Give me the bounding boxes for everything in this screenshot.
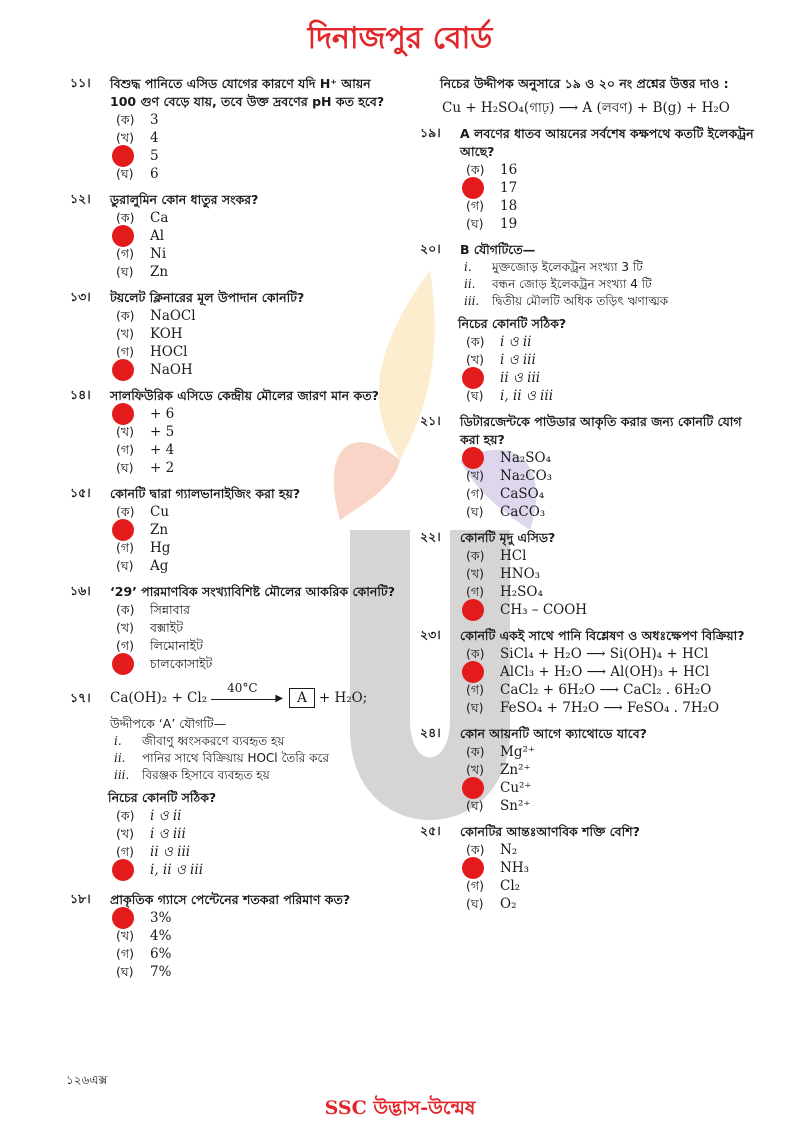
option[interactable] — [116, 807, 400, 825]
option[interactable] — [116, 245, 400, 263]
question-text: কোনটি মৃদু এসিড? — [460, 530, 556, 545]
option-label: (খ) — [466, 566, 484, 581]
option-text: 3% — [150, 910, 172, 926]
option-text: ii ও iii — [500, 370, 541, 386]
option[interactable] — [116, 325, 400, 343]
option-label: (ক) — [466, 548, 485, 563]
answer-mark-icon — [112, 225, 134, 247]
question-text: প্রাকৃতিক গ্যাসে পেন্টেনের শতকরা পরিমাণ কত? — [110, 892, 351, 907]
answer-mark-icon — [112, 859, 134, 881]
options — [116, 601, 400, 673]
equation-right: + H₂O; — [318, 690, 368, 706]
option-text: i, ii ও iii — [150, 862, 204, 878]
reaction-equation — [110, 681, 400, 709]
options — [116, 111, 400, 183]
option-label: (গ) — [116, 946, 134, 961]
option-label: (গ) — [466, 486, 484, 501]
options — [116, 405, 400, 477]
option-text: CH₃ – COOH — [500, 602, 588, 618]
answer-mark-icon — [462, 857, 484, 879]
option-text: AlCl₃ + H₂O ⟶ Al(OH)₃ + HCl — [500, 664, 710, 680]
option[interactable] — [466, 333, 760, 351]
page-number: ১২৬এক্স — [66, 1073, 108, 1087]
question-16 — [70, 583, 400, 673]
option-text: i ও iii — [150, 826, 186, 842]
option-text: NaOH — [150, 362, 193, 378]
option-text: HOCl — [150, 344, 188, 360]
option[interactable] — [466, 161, 760, 179]
question-number: ১৬। — [70, 583, 91, 598]
option-label: (ক) — [116, 112, 135, 127]
option-text: Cu²⁺ — [500, 780, 532, 796]
option-label: (ক) — [466, 162, 485, 177]
option-label: (ঘ) — [466, 388, 484, 403]
option[interactable] — [466, 699, 760, 717]
option-text: 3 — [150, 112, 159, 128]
option-text: Zn — [150, 264, 169, 280]
statement-label: i. — [114, 734, 122, 748]
option-label: (গ) — [466, 682, 484, 697]
question-number: ১৮। — [70, 891, 91, 906]
question-text: B যৌগটিতে— — [460, 242, 536, 257]
answer-mark-icon — [112, 145, 134, 167]
page-title: দিনাজপুর বোর্ড — [307, 21, 493, 56]
option-text: FeSO₄ + 7H₂O ⟶ FeSO₄ . 7H₂O — [500, 700, 720, 716]
option[interactable] — [466, 797, 760, 815]
footer-title: SSC উদ্ভাস-উন্মেষ — [324, 1097, 476, 1119]
statement-text: বন্ধন জোড় ইলেকট্রন সংখ্যা 4 টি — [492, 277, 652, 291]
option-label: (ঘ) — [466, 896, 484, 911]
option-text: 5 — [150, 148, 159, 164]
question-text: সালফিউরিক এসিডে কেন্দ্রীয় মৌলের জারণ মান কত? — [110, 388, 379, 403]
option-label: (ক) — [116, 808, 135, 823]
sub-question: নিচের কোনটি সঠিক? — [458, 316, 567, 331]
option-text: + 4 — [150, 442, 175, 458]
option-text: SiCl₄ + H₂O ⟶ Si(OH)₄ + HCl — [500, 646, 709, 662]
option-text: HCl — [500, 548, 527, 564]
statement-label: ii. — [464, 277, 476, 291]
options — [466, 645, 760, 717]
option-label: (ঘ) — [116, 166, 134, 181]
question-number: ২৫। — [420, 823, 441, 838]
option-label: (খ) — [116, 326, 134, 341]
answer-mark-icon — [112, 519, 134, 541]
option[interactable] — [116, 361, 400, 379]
question-23 — [420, 627, 760, 717]
question-19 — [420, 125, 760, 233]
option[interactable] — [466, 215, 760, 233]
option[interactable] — [466, 387, 760, 405]
option-label: (খ) — [466, 352, 484, 367]
option-label: (গ) — [466, 198, 484, 213]
question-13 — [70, 289, 400, 379]
option-text: Mg²⁺ — [500, 744, 536, 760]
option-label: (ক) — [466, 744, 485, 759]
sub-question: নিচের কোনটি সঠিক? — [108, 790, 217, 805]
options — [116, 807, 400, 879]
option[interactable] — [466, 197, 760, 215]
question-number: ২৪। — [420, 725, 441, 740]
question-number: ১৯। — [420, 125, 441, 140]
option-label: (খ) — [116, 928, 134, 943]
option-text: + 2 — [150, 460, 175, 476]
option-text: 16 — [500, 162, 518, 178]
statements — [114, 733, 400, 784]
option-text: HNO₃ — [500, 566, 541, 582]
answer-mark-icon — [462, 447, 484, 469]
option-text: NH₃ — [500, 860, 529, 876]
option-text: Hg — [150, 540, 171, 556]
statement — [464, 276, 760, 293]
reaction-condition: 40°C — [227, 681, 258, 695]
option[interactable] — [116, 861, 400, 879]
options — [466, 333, 760, 405]
option[interactable] — [116, 227, 400, 245]
equation-left: Ca(OH)₂ + Cl₂ — [110, 690, 208, 706]
option[interactable] — [466, 743, 760, 761]
arrow-head-icon: ▶ — [275, 693, 284, 704]
option[interactable] — [116, 307, 400, 325]
option-text: 17 — [500, 180, 518, 196]
option-text: Ca — [150, 210, 169, 226]
option-label: (ক) — [466, 842, 485, 857]
stimulus-equation: Cu + H₂SO₄(গাঢ়) ⟶ A (লবণ) + B(g) + H₂O — [442, 100, 730, 116]
statement-text: বিরঞ্জক হিসাবে ব্যবহৃত হয় — [142, 768, 270, 782]
option[interactable] — [116, 165, 400, 183]
option-label: (ক) — [116, 504, 135, 519]
option-text: 7% — [150, 964, 172, 980]
option[interactable] — [116, 655, 400, 673]
answer-mark-icon — [462, 367, 484, 389]
option-label: (গ) — [116, 246, 134, 261]
option[interactable] — [116, 843, 400, 861]
question-number: ২২। — [420, 529, 441, 544]
option-label: (ক) — [116, 308, 135, 323]
option[interactable] — [466, 663, 760, 681]
question-17 — [70, 681, 400, 879]
question-number: ১৫। — [70, 485, 91, 500]
option-label: (ঘ) — [116, 264, 134, 279]
option[interactable] — [116, 441, 400, 459]
option-text: Al — [150, 228, 165, 244]
statement-label: ii. — [114, 751, 126, 765]
options — [466, 547, 760, 619]
option-text: KOH — [150, 326, 183, 342]
statement-label: i. — [464, 260, 472, 274]
option-label: (ঘ) — [116, 964, 134, 979]
question-text: ডিটারজেন্টকে পাউডার আকৃতি করার জন্য কোনটি যোগ করা হয়? — [460, 414, 742, 447]
option-text: সিন্নাবার — [150, 602, 191, 617]
option-label: (গ) — [116, 344, 134, 359]
option[interactable] — [116, 459, 400, 477]
answer-mark-icon — [112, 359, 134, 381]
option-text: বক্সাইট — [150, 620, 184, 635]
option-text: Zn — [150, 522, 169, 538]
question-text: বিশুদ্ধ পানিতে এসিড যোগের কারণে যদি H⁺ আয়ন 100 গুণ বেড়ে যায়, তবে উক্ত দ্রবণের pH কত হবে? — [110, 76, 385, 109]
option-text: Cu — [150, 504, 170, 520]
question-20 — [420, 241, 760, 405]
option[interactable] — [116, 963, 400, 981]
options — [116, 503, 400, 575]
answer-mark-icon — [462, 661, 484, 683]
option-text: 6% — [150, 946, 172, 962]
answer-mark-icon — [112, 403, 134, 425]
option-text: i, ii ও iii — [500, 388, 554, 404]
option[interactable] — [466, 859, 760, 877]
statement — [114, 767, 400, 784]
statement-label: iii. — [464, 294, 480, 308]
question-number: ১৪। — [70, 387, 91, 402]
question-number: ১২। — [70, 191, 91, 206]
left-column — [70, 75, 400, 989]
option-text: Ni — [150, 246, 167, 262]
statement — [114, 750, 400, 767]
option-label: (খ) — [116, 620, 134, 635]
option[interactable] — [466, 601, 760, 619]
question-12 — [70, 191, 400, 281]
question-22 — [420, 529, 760, 619]
option-label: (ক) — [466, 646, 485, 661]
option-label: (খ) — [116, 130, 134, 145]
option-text: CaCl₂ + 6H₂O ⟶ CaCl₂ . 6H₂O — [500, 682, 712, 698]
option-label: (ক) — [466, 334, 485, 349]
answer-mark-icon — [462, 177, 484, 199]
option[interactable] — [466, 583, 760, 601]
option-label: (ঘ) — [466, 504, 484, 519]
statement-text: মুক্তজোড় ইলেকট্রন সংখ্যা 3 টি — [492, 260, 643, 274]
option-text: 19 — [500, 216, 518, 232]
option[interactable] — [116, 209, 400, 227]
option-label: (ঘ) — [116, 558, 134, 573]
option-label: (খ) — [466, 762, 484, 777]
question-number: ২০। — [420, 241, 441, 256]
option-text: i ও iii — [500, 352, 536, 368]
question-18 — [70, 891, 400, 981]
option-label: (গ) — [116, 844, 134, 859]
option[interactable] — [466, 761, 760, 779]
option[interactable] — [116, 129, 400, 147]
question-number: ২৩। — [420, 627, 441, 642]
option[interactable] — [116, 405, 400, 423]
option[interactable] — [466, 841, 760, 859]
option-text: লিমোনাইট — [150, 638, 203, 653]
options — [466, 841, 760, 913]
question-text: ডুরালুমিন কোন ধাতুর সংকর? — [110, 192, 259, 207]
reaction-arrow — [211, 681, 285, 709]
option-label: (গ) — [116, 638, 134, 653]
option-text: CaSO₄ — [500, 486, 545, 502]
option-text: + 5 — [150, 424, 175, 440]
option[interactable] — [116, 945, 400, 963]
option-text: Cl₂ — [500, 878, 521, 894]
option[interactable] — [116, 147, 400, 165]
option-label: (ঘ) — [466, 798, 484, 813]
option-label: (খ) — [116, 424, 134, 439]
option-text: NaOCl — [150, 308, 196, 324]
option[interactable] — [116, 539, 400, 557]
option-label: (ঘ) — [466, 216, 484, 231]
answer-mark-icon — [462, 599, 484, 621]
answer-mark-icon — [112, 907, 134, 929]
question-text: কোন আয়নটি আগে ক্যাথোডে যাবে? — [460, 726, 647, 741]
option-text: CaCO₃ — [500, 504, 546, 520]
options — [466, 743, 760, 815]
statement-text: জীবাণু ধ্বংসকরণে ব্যবহৃত হয় — [142, 734, 285, 748]
option[interactable] — [466, 503, 760, 521]
option-label: (ঘ) — [466, 700, 484, 715]
option-text: 4 — [150, 130, 159, 146]
option-text: 18 — [500, 198, 518, 214]
answer-mark-icon — [462, 777, 484, 799]
option-label: (ঘ) — [116, 460, 134, 475]
question-21 — [420, 413, 760, 521]
statement — [464, 259, 760, 276]
option[interactable] — [466, 895, 760, 913]
option-label: (গ) — [116, 442, 134, 457]
stimulus-intro: নিচের উদ্দীপক অনুসারে ১৯ ও ২০ নং প্রশ্নের উত্তর দাও : — [440, 76, 729, 91]
option[interactable] — [116, 557, 400, 575]
option-label: (ক) — [116, 210, 135, 225]
question-stem: উদ্দীপকে ‘A’ যৌগটি— — [110, 716, 227, 731]
option[interactable] — [116, 619, 400, 637]
statement-label: iii. — [114, 768, 130, 782]
option-label: (খ) — [116, 826, 134, 841]
option-text: i ও ii — [500, 334, 532, 350]
option-text: Sn²⁺ — [500, 798, 531, 814]
options — [116, 909, 400, 981]
option[interactable] — [116, 521, 400, 539]
arrow-line — [211, 699, 279, 700]
question-number: ১৩। — [70, 289, 91, 304]
question-number: ১১। — [70, 75, 91, 90]
question-number: ১৭। — [70, 690, 91, 705]
options — [466, 449, 760, 521]
options — [116, 307, 400, 379]
option-text: N₂ — [500, 842, 518, 858]
statement-text: পানির সাথে বিক্রিয়ায় HOCl তৈরি করে — [142, 751, 329, 765]
product-box: A — [289, 688, 315, 708]
option-text: i ও ii — [150, 808, 182, 824]
statement — [114, 733, 400, 750]
option[interactable] — [466, 369, 760, 387]
option-text: 6 — [150, 166, 159, 182]
option[interactable] — [466, 565, 760, 583]
question-25 — [420, 823, 760, 913]
question-text: A লবণের ধাতব আয়নের সর্বশেষ কক্ষপথে কতটি ইলেকট্রন আছে? — [460, 126, 754, 159]
option-text: Ag — [150, 558, 169, 574]
option[interactable] — [466, 449, 760, 467]
question-text: কোনটি দ্বারা গ্যালভানাইজিং করা হয়? — [110, 486, 301, 501]
option[interactable] — [466, 547, 760, 565]
statement — [464, 293, 760, 310]
option[interactable] — [466, 681, 760, 699]
option[interactable] — [116, 343, 400, 361]
statements — [464, 259, 760, 310]
option[interactable] — [466, 485, 760, 503]
option-text: Na₂SO₄ — [500, 450, 552, 466]
option[interactable] — [116, 825, 400, 843]
option-text: Zn²⁺ — [500, 762, 531, 778]
option[interactable] — [466, 467, 760, 485]
question-24 — [420, 725, 760, 815]
option-text: ii ও iii — [150, 844, 191, 860]
option[interactable] — [116, 637, 400, 655]
option-text: H₂SO₄ — [500, 584, 543, 600]
option-label: (গ) — [466, 584, 484, 599]
statement-text: দ্বিতীয় মৌলটি অধিক তড়িৎ ঋণাত্মক — [492, 294, 669, 308]
option-text: O₂ — [500, 896, 517, 912]
option[interactable] — [116, 263, 400, 281]
option-text: চালকোসাইট — [150, 656, 213, 671]
question-11 — [70, 75, 400, 183]
option[interactable] — [466, 779, 760, 797]
question-text: ‘29’ পারমাণবিক সংখ্যাবিশিষ্ট মৌলের আকরিক কোনটি? — [110, 584, 395, 599]
question-15 — [70, 485, 400, 575]
option[interactable] — [116, 909, 400, 927]
option[interactable] — [116, 601, 400, 619]
question-text: টয়লেট ক্লিনারের মূল উপাদান কোনটি? — [110, 290, 305, 305]
option[interactable] — [116, 503, 400, 521]
options — [466, 161, 760, 233]
answer-mark-icon — [112, 653, 134, 675]
option-text: 4% — [150, 928, 172, 944]
question-text: কোনটির আন্তঃআণবিক শক্তি বেশি? — [460, 824, 640, 839]
option-text: Na₂CO₃ — [500, 468, 553, 484]
option[interactable] — [116, 927, 400, 945]
question-number: ২১। — [420, 413, 441, 428]
question-text: কোনটি একই সাথে পানি বিশ্লেষণ ও অধঃক্ষেপণ বিক্রিয়া? — [460, 628, 745, 643]
option[interactable] — [466, 645, 760, 663]
question-14 — [70, 387, 400, 477]
option[interactable] — [466, 877, 760, 895]
option-label: (গ) — [466, 878, 484, 893]
option[interactable] — [116, 111, 400, 129]
option[interactable] — [466, 179, 760, 197]
option-label: (খ) — [466, 468, 484, 483]
option[interactable] — [116, 423, 400, 441]
option-label: (ক) — [116, 602, 135, 617]
right-column — [420, 75, 760, 921]
option-label: (গ) — [116, 540, 134, 555]
option-text: + 6 — [150, 406, 175, 422]
options — [116, 209, 400, 281]
option[interactable] — [466, 351, 760, 369]
